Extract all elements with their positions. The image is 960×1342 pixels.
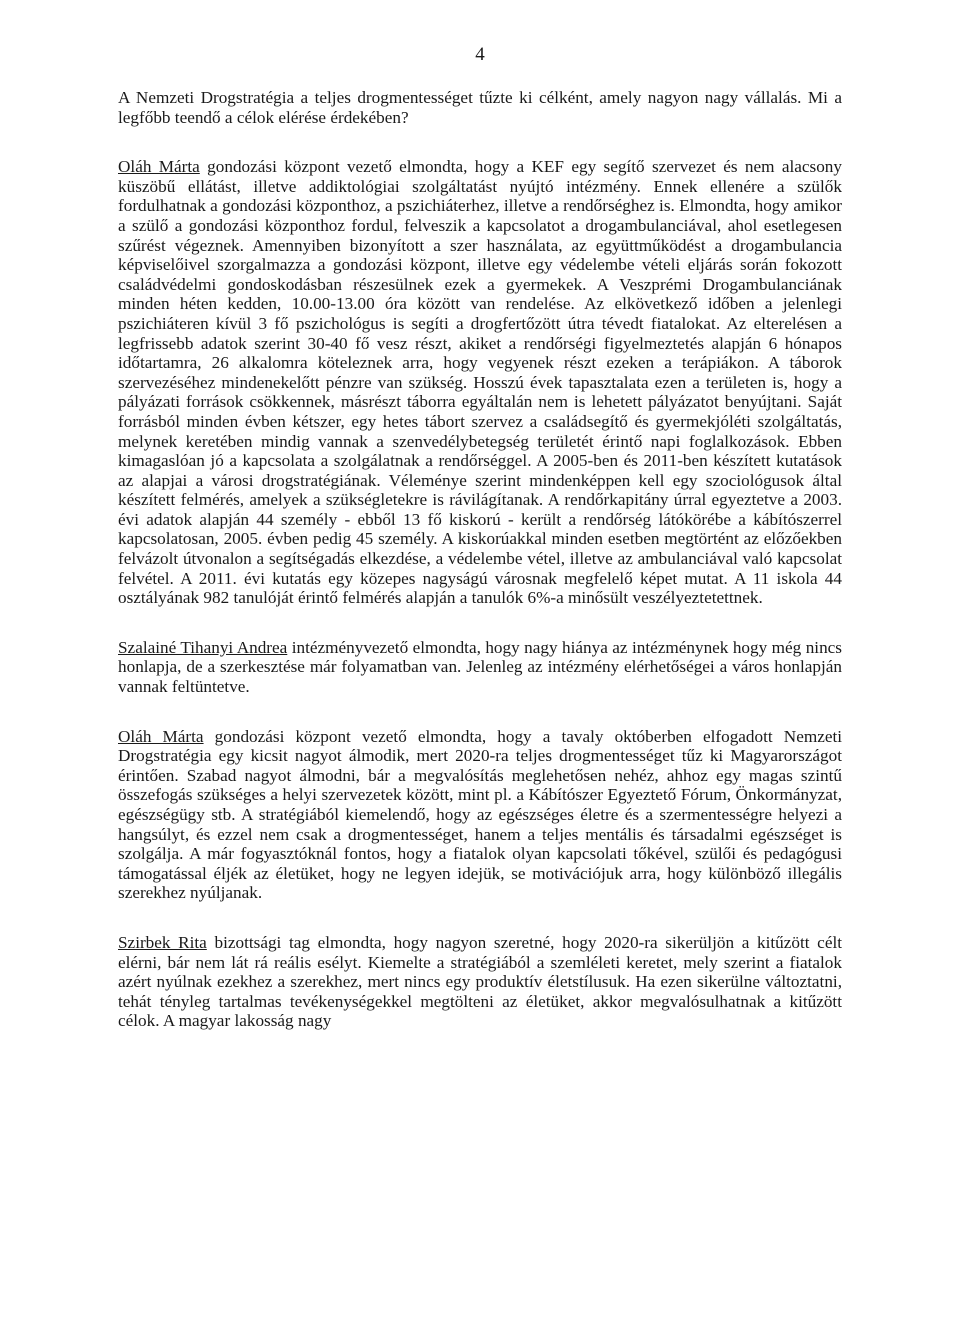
paragraph-szalaine-tihanyi-andrea (118, 638, 842, 697)
paragraph-olah-marta-2 (118, 727, 842, 903)
paragraph-text: gondozási központ vezető elmondta, hogy a tavaly októberben elfogadott Nemzeti Drogstratégia egy kicsit nagyot álmodik, mert 2020-ra teljes drogmentességet tűz ki Magyarországot érintően. Szabad nagyot álmodni, bár a megvalósítás meglehetősen nehéz, ahhoz egy magas szintű összefogás szükséges a helyi szervezetek között, mint pl. a Kábítószer Egyeztető Fórum, Önkormányzat, egészségügy stb. A stratégiából kiemelendő, hogy az egészséges életre és a szermentességre helyezi a hangsúlyt, és ezzel nem csak a drogmentességet, hanem a teljes mentális és társadalmi egészséget is szolgálja. A már fogyasztóknál fontos, hogy a fiatalok olyan kapcsolati tőkével, szülői és pedagógusi támogatással éljék az életüket, hogy ne legyen idejük, se motivációjuk arra, hogy különböző illegális szerekhez nyúljanak. (118, 726, 842, 903)
paragraph-text: A Nemzeti Drogstratégia a teljes drogmentességet tűzte ki célként, amely nagyon nagy vállalás. Mi a legfőbb teendő a célok elérése érdekében? (118, 88, 842, 127)
page-number: 4 (475, 44, 485, 65)
speaker-name: Szalainé Tihanyi Andrea (118, 637, 288, 657)
document-body (118, 88, 842, 1031)
paragraph-olah-marta-1 (118, 157, 842, 608)
speaker-name: Szirbek Rita (118, 932, 207, 952)
paragraph-text: bizottsági tag elmondta, hogy nagyon szeretné, hogy 2020-ra sikerüljön a kitűzött célt elérni, bár nem lát rá reális esélyt. Kiemelte a stratégiából a szemléleti keretet, mely szerint a fiatalok azért nyúlnak ezekhez a szerekhez, mert nincs egy produktív életstílusuk. Ha ezen sikerülne változtatni, tehát tényleg tartalmas tevékenységekkel megtölteni az életüket, akkor megvalósulhatnak a kitűzött célok. A magyar lakosság nagy (118, 932, 842, 1031)
paragraph-szirbek-rita (118, 933, 842, 1031)
speaker-name: Oláh Márta (118, 726, 204, 746)
paragraph-intro-question (118, 88, 842, 127)
speaker-name: Oláh Márta (118, 157, 200, 177)
paragraph-text: intézményvezető elmondta, hogy nagy hiánya az intézménynek hogy még nincs honlapja, de a szerkesztése már folyamatban van. Jelenleg az intézmény elérhetőségei a város honlapján vannak feltüntetve. (118, 637, 842, 697)
paragraph-text: gondozási központ vezető elmondta, hogy a KEF egy segítő szervezet és nem alacsony küszöbű ellátást, illetve addiktológiai szolgáltatást nyújtó intézmény. Ennek ellenére a szülők fordulhatnak a gondozási központhoz, a pszichiáterhez, illetve a rendőrséghez is. Elmondta, hogy amikor a szülő a gondozási központhoz fordul, felveszik a kapcsolatot a drogambulanciával, ahol esetlegesen szűrést végeznek. Amennyiben bizonyított a szer használata, az együttműködést a drogambulancia képviselőivel szorgalmazza a gondozási központ, illetve egy védelembe vételi eljárás során fokozott családvédelmi gondoskodásban részesülnek ezek a gyermekek. A Veszprémi Drogambulanciának minden héten kedden, 10.00-13.00 óra között van rendelése. Az elkövetkező időben a jelenlegi pszichiáteren kívül 3 fő pszichológus is segíti a drogfertőzött útra tévedt fiatalokat. Az elterelésen a legfrissebb adatok szerint 30-40 fő vesz részt, akiket a rendőrségi figyelmeztetés alapján 6 hónapos időtartamra, 26 alkalomra köteleznek arra, hogy vegyenek részt ezeken a terápiákon. A táborok szervezéséhez mindenekelőtt pénzre van szükség. Hosszú évek tapasztalata ezen a területen is, hogy a pályázati források csökkennek, másrészt táborra egyáltalán nem is lehetett pályázatot benyújtani. Saját forrásból minden évben kétszer, egy hetes tábort szervez a családsegítő és gyermekjóléti szolgáltatás, melynek keretében mindig vannak a szenvedélybetegség területét érintő napi foglalkozások. Ebben kimagaslóan jó a kapcsolata a szolgálatnak a rendőrséggel. A 2005-ben és 2011-ben készített kutatások az alapjai a városi drogstratégiának. Véleménye szerint mindenképpen kell egy szociológusok által készített felmérés, amelyek a szükségletekre is rávilágítanak. A rendőrkapitány úrral egyeztetve a 2003. évi adatok alapján 44 személy - ebből 13 fő kiskorú - került a rendőrség látókörébe a kábítószerrel kapcsolatosan, 2005. évben pedig 45 személy. A kiskorúakkal minden esetben megtörtént az előzőekben felvázolt útvonalon a segítségadás elkezdése, a védelembe vétel, illetve az ambulanciával való kapcsolat felvétel. A 2011. évi kutatás egy közepes nagyságú városnak megfelelő képet mutat. A 11 iskola 44 osztályának 982 tanulóját érintő felmérés alapján a tanulók 6%-a minősült veszélyeztetettnek. (118, 157, 842, 608)
